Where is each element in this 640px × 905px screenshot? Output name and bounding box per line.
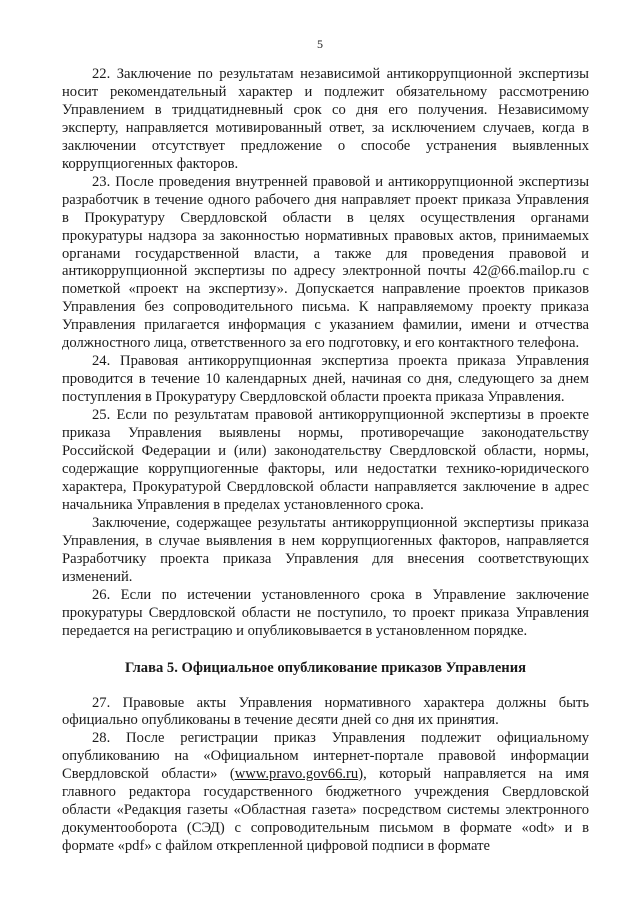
chapter-title: Глава 5. Официальное опубликование приказов Управления [124,659,527,676]
portal-link[interactable]: www.pravo.gov66.ru [234,766,359,783]
paragraph-28 [62,730,589,856]
paragraph-25: 25. Если по результатам правовой антикоррупционной экспертизы в проекте приказа Управления выявлены нормы, противоречащие законодательству Российской Федерации и (или) законодательству Свердловской области, нормы, содержащие коррупциогенные факторы, или недостатки технико-юридического характера, Прокуратурой Свердловской области направляется заключение в адрес начальника Управления в пределах установленного срока. [62,407,589,513]
paragraph-24: 24. Правовая антикоррупционная экспертиза проекта приказа Управления проводится в течение 10 календарных дней, начиная со дня, следующего за днем поступления в Прокуратуру Свердловской области проекта приказа Управления. [62,353,589,406]
document-body [62,66,589,856]
paragraph-28-text-end: ), который направляется на имя главного редактора государственного бюджетного учреждения Свердловской области «Редакция газеты «Областная газета» посредством системы электронного документооборота (СЭД) с сопроводительным письмом в формате «odt» и в формате «pdf» с файлом открепленной цифровой подписи в формате [62,766,590,855]
page-number: 5 [317,37,323,51]
paragraph-28-text-start: 28. После регистрации приказ Управления подлежит официальному опубликованию на «Официальном интернет-портале правовой информации Свердловской области» ( [62,730,589,783]
paragraph-22: 22. Заключение по результатам независимой антикоррупционной экспертизы носит рекомендательный характер и подлежит обязательному рассмотрению Управлением в тридцатидневный срок со дня его получения. Независимому эксперту, направляется мотивированный ответ, за исключением случаев, когда в заключении отсутствует предложение о способе устранения выявленных коррупциогенных факторов. [62,66,589,172]
paragraph-27: 27. Правовые акты Управления нормативного характера должны быть официально опубликованы в течение десяти дней со дня их принятия. [62,694,589,729]
paragraph-25-conclusion: Заключение, содержащее результаты антикоррупционной экспертизы приказа Управления, в случае выявления в нем коррупциогенных факторов, направляется Разработчику проекта приказа Управления для внесения соответствующих изменений. [62,514,589,585]
paragraph-26: 26. Если по истечении установленного срока в Управление заключение прокуратуры Свердловской области не поступило, то проект приказа Управления передается на регистрацию и опубликовывается в установленном порядке. [62,586,589,639]
paragraph-23: 23. После проведения внутренней правовой и антикоррупционной экспертизы разработчик в течение одного рабочего дня направляет проект приказа Управления в Прокуратуру Свердловской области в целях осуществления органами прокуратуры надзора за законностью нормативных правовых актов, принимаемых органами государственной власти, а также для проведения правовой и антикоррупционной экспертизы по адресу электронной почты 42@66.mailop.ru с пометкой «проект на экспертизу». Допускается направление проектов приказов Управления без сопроводительного письма. К направляемому проекту приказа Управления прилагается информация с указанием фамилии, имени и отчества должностного лица, ответственного за его подготовку, и его контактного телефона. [62,173,589,352]
